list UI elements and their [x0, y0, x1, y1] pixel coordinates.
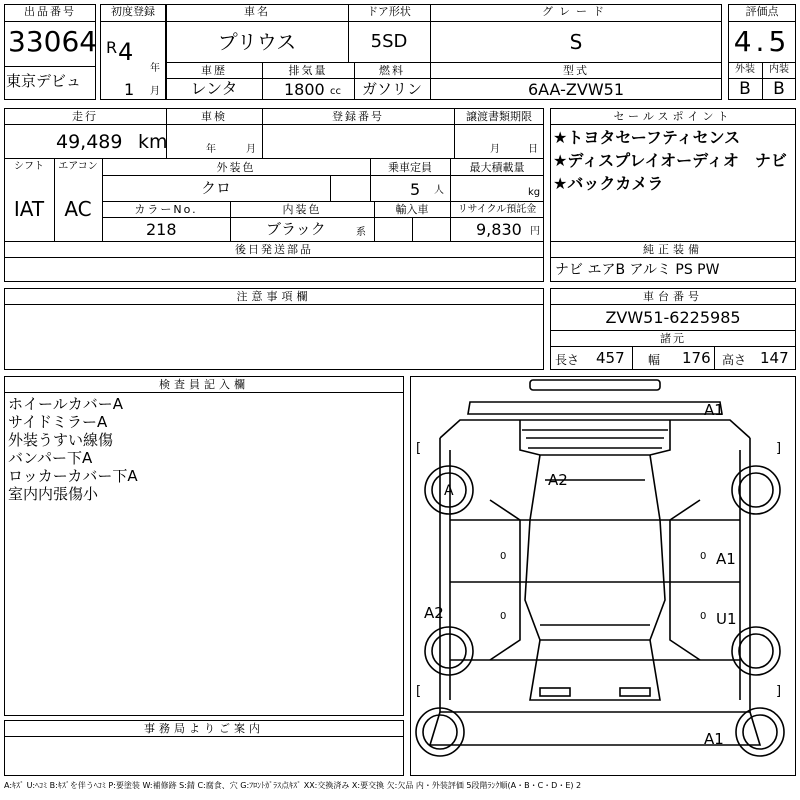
fuel: ガソリン	[361, 80, 422, 98]
shift: IAT	[13, 197, 45, 221]
legend: A:ｷｽﾞ U:ﾍｺﾐ B:ｷｽﾞを伴うﾍｺﾐ P:要塗装 W:補修跡 S:錆 C:腐食、穴 G:ﾌﾛﾝﾄｶﾞﾗｽ点ｷｽﾞ XX:交換済み X:要交換 欠:欠品 内・外装評価 5段階ﾗﾝｸ順(A・B・C・D・E) 2	[4, 781, 582, 790]
inspector-line-2: サイドミラーA	[8, 413, 108, 431]
mark-hood: A2	[548, 471, 568, 489]
capacity: 5	[410, 180, 421, 199]
exterior-grade: B	[739, 79, 751, 99]
bracket-right-rear-close: ]	[776, 684, 782, 699]
lot-number-label: 出品番号	[24, 5, 76, 18]
max-load-label: 最大積載量	[469, 161, 525, 174]
displacement: 1800	[284, 80, 325, 99]
mark-right-front-door: A1	[716, 550, 736, 568]
mark-rear: A1	[704, 730, 724, 748]
selling-points-label: セールスポイント	[613, 110, 733, 123]
transfer-month-unit: 月	[490, 144, 500, 155]
interior-color-unit: 系	[356, 227, 366, 238]
height: 147	[760, 349, 789, 367]
grade-label: グレード	[542, 5, 610, 18]
dimensions-label: 諸元	[660, 332, 686, 345]
month-unit: 月	[150, 86, 160, 97]
inspector-line-4: バンパー下A	[8, 449, 93, 467]
lot-tag: 東京デビュ	[6, 72, 82, 90]
transfer-day-unit: 日	[528, 144, 538, 155]
transfer-deadline-label: 譲渡書類期限	[466, 110, 532, 123]
exterior-color: クロ	[200, 179, 231, 197]
registration-number-label: 登録番号	[332, 110, 384, 123]
inspector-label: 検査員記入欄	[159, 378, 249, 391]
length-label: 長さ	[555, 353, 580, 367]
inspector-line-3: 外装うすい線傷	[8, 431, 114, 449]
genuine-equipment-label: 純正装備	[643, 243, 703, 256]
model: 6AA-ZVW51	[527, 80, 625, 99]
bracket-left-rear-open: [	[416, 684, 422, 699]
recycle-fee: 9,830	[476, 220, 522, 239]
month: 1	[124, 80, 135, 99]
chassis-number-label: 車台番号	[643, 290, 703, 303]
mark-zero-b: 0	[700, 551, 707, 562]
interior-color-label: 内装色	[282, 203, 322, 216]
history: レンタ	[190, 79, 238, 98]
capacity-unit: 人	[434, 185, 444, 196]
fuel-label: 燃料	[379, 64, 405, 77]
selling-point-2: ★ディスプレイオーディオ ナビ	[553, 151, 787, 170]
door-label: ドア形状	[367, 5, 411, 18]
notes-label: 注意事項欄	[236, 290, 312, 303]
max-load-unit: kg	[528, 187, 541, 198]
displacement-unit: cc	[330, 86, 341, 97]
inspector-line-5: ロッカーカバー下A	[8, 467, 138, 485]
ac: AC	[64, 197, 92, 221]
inspection-month-unit: 月	[246, 144, 256, 155]
capacity-label: 乗車定員	[388, 161, 432, 174]
mark-right-rear-door: U1	[716, 610, 737, 628]
door: 5SD	[370, 31, 408, 52]
lot-number: 33064	[8, 25, 98, 58]
year-unit: 年	[150, 63, 160, 74]
inspection-label: 車検	[201, 110, 227, 123]
recycle-label: リサイクル預託金	[457, 204, 537, 215]
displacement-label: 排気量	[288, 64, 328, 77]
genuine-equipment: ナビ エアB アルミ PS PW	[555, 262, 720, 278]
width: 176	[682, 349, 711, 367]
first-registration-label: 初度登録	[111, 5, 155, 18]
mark-left-rear-door: A2	[424, 604, 444, 622]
office-label: 事務局よりご案内	[144, 722, 264, 735]
color-number-label: カラーNo.	[134, 203, 198, 216]
bracket-left-open: [	[416, 441, 422, 456]
mark-left-front-wheel: A	[444, 483, 454, 499]
recycle-unit: 円	[530, 226, 540, 237]
grade: S	[569, 30, 583, 54]
era: R	[106, 38, 118, 57]
selling-point-1: ★トヨタセーフティセンス	[553, 128, 741, 147]
mark-zero-a: 0	[500, 551, 507, 562]
chassis-number: ZVW51-6225985	[605, 308, 741, 327]
inspection-year-unit: 年	[206, 144, 216, 155]
color-number: 218	[146, 220, 177, 239]
interior-grade: B	[773, 79, 785, 99]
model-label: 型式	[563, 64, 589, 77]
mileage-label: 走行	[72, 110, 98, 123]
car-name: プリウス	[217, 30, 297, 54]
car-name-label: 車名	[244, 5, 270, 18]
mark-front-right: A1	[704, 401, 724, 419]
mileage-unit: km	[138, 131, 168, 153]
length: 457	[596, 349, 625, 367]
import-label: 輸入車	[395, 203, 429, 216]
history-label: 車歴	[201, 64, 227, 77]
score: 4.5	[733, 25, 791, 58]
shift-label: シフト	[14, 161, 44, 172]
bracket-right-close: ]	[776, 441, 782, 456]
height-label: 高さ	[722, 353, 747, 367]
later-parts-label: 後日発送部品	[235, 243, 313, 256]
exterior-grade-label: 外装	[735, 64, 755, 75]
width-label: 幅	[648, 353, 661, 367]
score-label: 評価点	[745, 5, 779, 18]
mark-zero-c: 0	[500, 611, 507, 622]
inspector-line-1: ホイールカバーA	[8, 395, 123, 413]
ac-label: エアコン	[58, 161, 98, 172]
inspector-line-6: 室内内張傷小	[8, 485, 99, 503]
selling-point-3: ★バックカメラ	[553, 174, 664, 193]
interior-grade-label: 内装	[769, 64, 789, 75]
year: 4	[118, 38, 134, 66]
exterior-color-label: 外装色	[216, 161, 256, 174]
mark-zero-d: 0	[700, 611, 707, 622]
mileage: 49,489	[56, 131, 123, 153]
interior-color: ブラック	[266, 220, 326, 238]
